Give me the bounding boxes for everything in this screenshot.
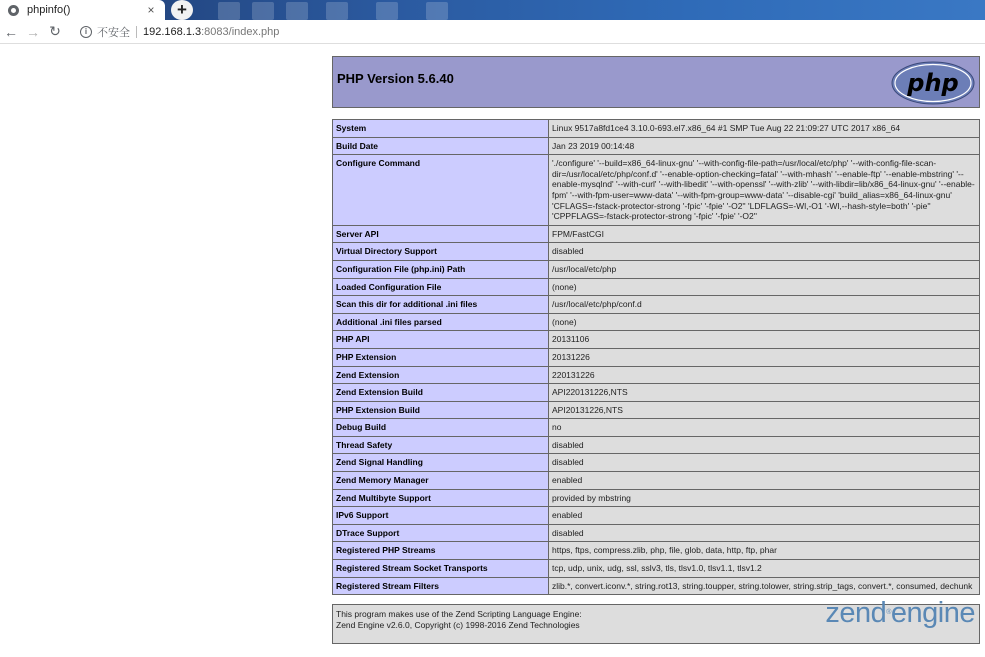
row-value: disabled	[549, 524, 980, 542]
row-key: Server API	[333, 225, 549, 243]
row-key: Zend Memory Manager	[333, 472, 549, 490]
row-key: DTrace Support	[333, 524, 549, 542]
row-key: Scan this dir for additional .ini files	[333, 296, 549, 314]
table-row	[333, 366, 980, 384]
row-value: Jan 23 2019 00:14:48	[549, 137, 980, 155]
table-row	[333, 489, 980, 507]
url-host: 192.168.1.3	[143, 25, 202, 38]
table-row	[333, 384, 980, 402]
row-value: enabled	[549, 472, 980, 490]
back-arrow-icon[interactable]: ←	[4, 23, 18, 40]
address-bar[interactable]	[143, 26, 279, 38]
phpinfo-page	[332, 56, 980, 644]
row-key: Registered Stream Socket Transports	[333, 560, 549, 578]
taskbar-icon	[326, 2, 348, 20]
row-key: Debug Build	[333, 419, 549, 437]
table-row	[333, 296, 980, 314]
table-row	[333, 313, 980, 331]
address-toolbar	[0, 20, 985, 44]
footer-line-1: This program makes use of the Zend Scripting Language Engine:	[336, 609, 582, 620]
row-value: disabled	[549, 454, 980, 472]
row-value: (none)	[549, 278, 980, 296]
row-value: no	[549, 419, 980, 437]
page-title: PHP Version 5.6.40	[337, 71, 454, 86]
table-row	[333, 243, 980, 261]
row-key: Virtual Directory Support	[333, 243, 549, 261]
row-value: disabled	[549, 243, 980, 261]
tab-title: phpinfo()	[27, 4, 71, 16]
row-key: Thread Safety	[333, 436, 549, 454]
table-row	[333, 454, 980, 472]
row-key: Configure Command	[333, 155, 549, 226]
row-key: PHP API	[333, 331, 549, 349]
row-value: tcp, udp, unix, udg, ssl, sslv3, tls, tlsv1.0, tlsv1.1, tlsv1.2	[549, 560, 980, 578]
table-row	[333, 524, 980, 542]
row-value: API220131226,NTS	[549, 384, 980, 402]
table-row	[333, 155, 980, 226]
table-row	[333, 278, 980, 296]
table-row	[333, 260, 980, 278]
zend-footer	[332, 597, 980, 644]
table-row	[333, 577, 980, 595]
row-key: PHP Extension Build	[333, 401, 549, 419]
row-value: provided by mbstring	[549, 489, 980, 507]
row-value: zlib.*, convert.iconv.*, string.rot13, string.toupper, string.tolower, string.strip_tags, convert.*, consumed, dechunk	[549, 577, 980, 595]
zend-logo-zend: zend	[825, 597, 887, 630]
url-path: :8083/index.php	[201, 25, 280, 38]
table-row	[333, 419, 980, 437]
row-value: disabled	[549, 436, 980, 454]
reload-icon[interactable]: ↻	[49, 23, 61, 39]
taskbar-icon	[218, 2, 240, 20]
table-row	[333, 225, 980, 243]
zend-engine-logo	[825, 597, 975, 630]
row-value: Linux 9517a8fd1ce4 3.10.0-693.el7.x86_64 #1 SMP Tue Aug 22 21:09:27 UTC 2017 x86_64	[549, 120, 980, 138]
row-value: FPM/FastCGI	[549, 225, 980, 243]
zend-logo-engine: engine	[890, 597, 975, 630]
table-row	[333, 137, 980, 155]
row-key: Zend Extension	[333, 366, 549, 384]
security-label[interactable]: 不安全	[97, 26, 130, 39]
table-row	[333, 472, 980, 490]
row-key: System	[333, 120, 549, 138]
row-value: 20131106	[549, 331, 980, 349]
zend-logo-reg: ®	[886, 609, 891, 617]
row-value: API20131226,NTS	[549, 401, 980, 419]
info-icon[interactable]: i	[80, 26, 92, 38]
row-value: /usr/local/etc/php/conf.d	[549, 296, 980, 314]
close-icon[interactable]: ×	[147, 3, 155, 17]
info-table	[332, 119, 980, 595]
php-version-header	[332, 56, 980, 108]
php-logo-text: php	[907, 69, 959, 97]
row-key: Zend Signal Handling	[333, 454, 549, 472]
tab-phpinfo[interactable]	[0, 0, 165, 20]
row-value: enabled	[549, 507, 980, 525]
row-value: https, ftps, compress.zlib, php, file, glob, data, http, ftp, phar	[549, 542, 980, 560]
row-key: Loaded Configuration File	[333, 278, 549, 296]
row-value: 20131226	[549, 348, 980, 366]
info-table-body	[333, 120, 980, 595]
footer-line-2: Zend Engine v2.6.0, Copyright (c) 1998-2016 Zend Technologies	[336, 619, 580, 630]
tab-strip	[0, 0, 985, 20]
row-key: Registered PHP Streams	[333, 542, 549, 560]
row-key: Configuration File (php.ini) Path	[333, 260, 549, 278]
globe-favicon-icon	[8, 5, 19, 16]
row-value: (none)	[549, 313, 980, 331]
taskbar-icon	[252, 2, 274, 20]
row-key: Additional .ini files parsed	[333, 313, 549, 331]
table-row	[333, 331, 980, 349]
taskbar-icon	[286, 2, 308, 20]
php-logo	[891, 61, 975, 105]
row-key: IPv6 Support	[333, 507, 549, 525]
table-row	[333, 436, 980, 454]
row-key: Zend Extension Build	[333, 384, 549, 402]
row-value: /usr/local/etc/php	[549, 260, 980, 278]
table-row	[333, 560, 980, 578]
table-row	[333, 401, 980, 419]
row-key: PHP Extension	[333, 348, 549, 366]
taskbar-icon	[426, 2, 448, 20]
taskbar-icon	[376, 2, 398, 20]
forward-arrow-icon[interactable]: →	[26, 23, 40, 40]
table-row	[333, 507, 980, 525]
table-row	[333, 348, 980, 366]
row-value: './configure' '--build=x86_64-linux-gnu' '--with-config-file-path=/usr/local/etc/php' '--with-config-file-scan-dir=/usr/local/etc/php/conf.d' '--enable-option-checking=fatal' '--with-mhash' '--enable-ftp' '--enable-mbstring' '--enable-mysqlnd' '--with-curl' '--with-libedit' '--with-openssl' '--with-zlib' '--with-libdir=lib/x86_64-linux-gnu' '--enable-fpm' '--with-fpm-user=www-data' '--with-fpm-group=www-data' '--disable-cgi' 'build_alias=x86_64-linux-gnu' 'CFLAGS=-fstack-protector-strong '-fpic' '-fpie' '-O2'' 'LDFLAGS=-Wl,-O1 '-Wl,--hash-style=both' '-pie'' 'CPPFLAGS=-fstack-protector-strong '-fpic' '-fpie' '-O2''	[549, 155, 980, 226]
row-key: Registered Stream Filters	[333, 577, 549, 595]
divider	[136, 26, 137, 38]
table-row	[333, 542, 980, 560]
row-key: Build Date	[333, 137, 549, 155]
row-key: Zend Multibyte Support	[333, 489, 549, 507]
table-row	[333, 120, 980, 138]
new-tab-button[interactable]: +	[171, 0, 193, 20]
row-value: 220131226	[549, 366, 980, 384]
